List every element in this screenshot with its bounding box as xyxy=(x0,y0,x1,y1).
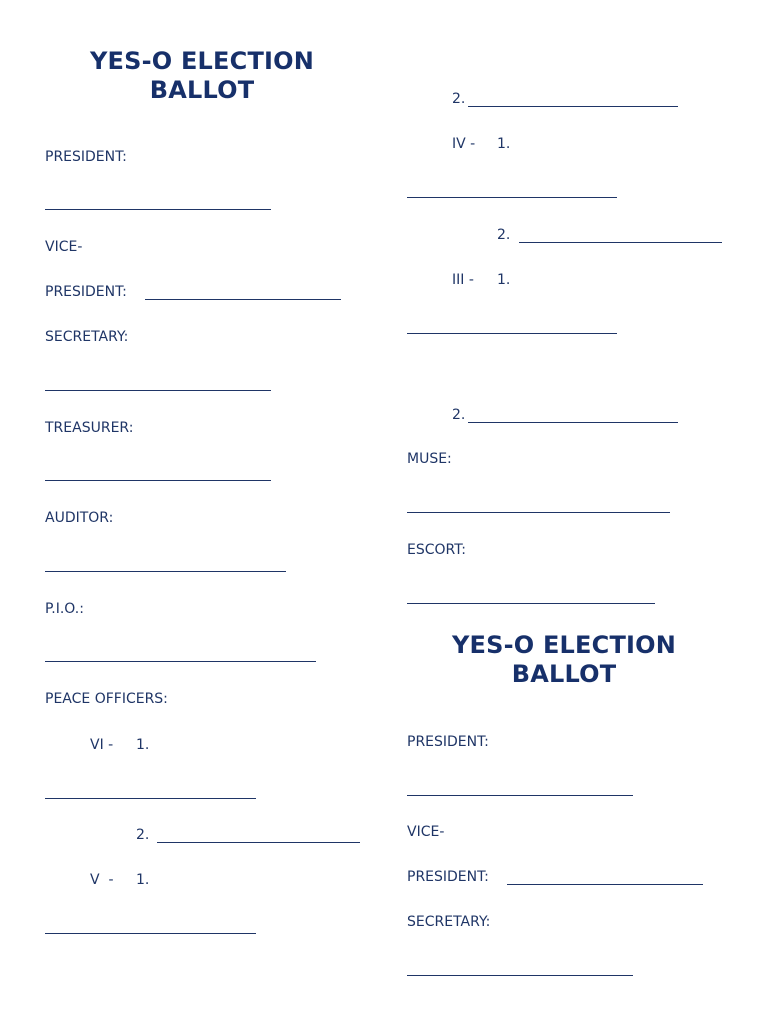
vice-president-blank[interactable] xyxy=(145,299,341,300)
grade-v-label: V - xyxy=(90,872,114,888)
grade-iii-label: III - xyxy=(452,272,474,288)
treasurer-label: TREASURER: xyxy=(45,420,134,436)
president-blank-2[interactable] xyxy=(407,795,633,796)
grade-iv-number-2: 2. xyxy=(497,227,511,243)
vice-label-2: VICE- xyxy=(407,824,445,840)
grade-vi-number-1: 1. xyxy=(136,737,150,753)
grade-v-number-2: 2. xyxy=(452,91,466,107)
secretary-label: SECRETARY: xyxy=(45,329,129,345)
escort-blank[interactable] xyxy=(407,603,655,604)
president-label: PRESIDENT: xyxy=(45,149,127,165)
vice-president-label: PRESIDENT: xyxy=(45,284,127,300)
vice-president-label-2: PRESIDENT: xyxy=(407,869,489,885)
grade-iii-number-1: 1. xyxy=(497,272,511,288)
grade-iii-number-2: 2. xyxy=(452,407,466,423)
ballot-title-1-line1: YES-O ELECTION xyxy=(89,47,315,75)
secretary-blank-2[interactable] xyxy=(407,975,633,976)
ballot-title-1-line2: BALLOT xyxy=(149,76,255,104)
pio-blank[interactable] xyxy=(45,661,316,662)
vice-president-blank-2[interactable] xyxy=(507,884,703,885)
grade-iv-blank-2[interactable] xyxy=(519,242,722,243)
peace-officers-label: PEACE OFFICERS: xyxy=(45,691,168,707)
president-blank[interactable] xyxy=(45,209,271,210)
ballot-title-2-line1: YES-O ELECTION xyxy=(451,631,677,659)
grade-v-blank-1[interactable] xyxy=(45,933,256,934)
grade-iv-number-1: 1. xyxy=(497,136,511,152)
muse-blank[interactable] xyxy=(407,512,670,513)
grade-iv-blank-1[interactable] xyxy=(407,197,617,198)
ballot-title-2 xyxy=(444,631,684,689)
vice-label: VICE- xyxy=(45,239,83,255)
escort-label: ESCORT: xyxy=(407,542,466,558)
grade-v-number-1: 1. xyxy=(136,872,150,888)
auditor-label: AUDITOR: xyxy=(45,510,114,526)
ballot-title-2-line2: BALLOT xyxy=(511,660,617,688)
grade-vi-blank-1[interactable] xyxy=(45,798,256,799)
muse-label: MUSE: xyxy=(407,451,452,467)
ballot-title-1 xyxy=(82,47,322,105)
president-label-2: PRESIDENT: xyxy=(407,734,489,750)
pio-label: P.I.O.: xyxy=(45,601,84,617)
secretary-blank[interactable] xyxy=(45,390,271,391)
grade-vi-number-2: 2. xyxy=(136,827,150,843)
grade-iii-blank-2[interactable] xyxy=(468,422,678,423)
auditor-blank[interactable] xyxy=(45,571,286,572)
grade-iv-label: IV - xyxy=(452,136,476,152)
secretary-label-2: SECRETARY: xyxy=(407,914,491,930)
grade-vi-blank-2[interactable] xyxy=(157,842,360,843)
grade-vi-label: VI - xyxy=(90,737,114,753)
treasurer-blank[interactable] xyxy=(45,480,271,481)
grade-v-blank-2[interactable] xyxy=(468,106,678,107)
grade-iii-blank-1[interactable] xyxy=(407,333,617,334)
